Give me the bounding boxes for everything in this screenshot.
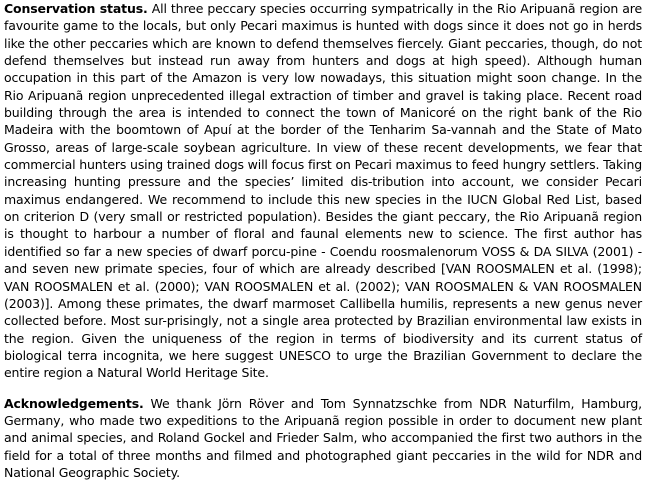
conservation-status-paragraph	[4, 0, 642, 382]
acknowledgements-heading: Acknowledgements.	[4, 395, 144, 411]
conservation-status-body: All three peccary species occurring sympatrically in the Rio Aripuanã region are favourite game to the locals, but only Pecari maximus is hunted with dogs since it does not go in herds like the other peccaries which are known to defend themselves fiercely. Giant peccaries, though, do not defend themselves but instead run away from hunters and dogs at high speed). Although human occupation in this part of the Amazon is very low nowadays, this situation might soon change. In the Rio Aripuanã region unprecedented illegal extraction of timber and gravel is taking place. Recent road building through the area is intended to connect the town of Manicoré on the right bank of the Rio Madeira with the boomtown of Apuí at the border of the Tenharim Sa-vannah and the State of Mato Grosso, areas of large-scale soybean agriculture. In view of these recent developments, we fear that commercial hunters using trained dogs will focus first on Pecari maximus to feed hungry settlers. Taking increasing hunting pressure and the species’ limited dis-tribution into account, we consider Pecari maximus endangered. We recommend to include this new species in the IUCN Global Red List, based on criterion D (very small or restricted population). Besides the giant peccary, the Rio Aripuanã region is thought to harbour a number of floral and faunal elements new to science. The first author has identified so far a new species of dwarf porcu-pine - Coendu roosmalenorum VOSS & DA SILVA (2001) - and seven new primate species, four of which are already described [VAN ROOSMALEN et al. (1998); VAN ROOSMALEN et al. (2000); VAN ROOSMALEN et al. (2002); VAN ROOSMALEN & VAN ROOSMALEN (2003)]. Among these primates, the dwarf marmoset Callibella humilis, represents a new genus never collected before. Most sur-prisingly, not a single area protected by Brazilian environmental law exists in the region. Given the uniqueness of the region in terms of biodiversity and its current status of biological terra incognita, we here suggest UNESCO to urge the Brazilian Government to declare the entire region a Natural World Heritage Site.	[4, 1, 642, 381]
acknowledgements-body: We thank Jörn Röver and Tom Synnatzschke from NDR Naturfilm, Hamburg, Germany, who made two expeditions to the Aripuanã region possible in order to document new plant and animal species, and Roland Gockel and Frieder Salm, who accompanied the first two authors in the field for a total of three months and filmed and photographed giant peccaries in the wild for NDR and National Geographic Society.	[4, 395, 642, 480]
acknowledgements-paragraph	[4, 395, 642, 481]
conservation-status-heading: Conservation status.	[4, 1, 148, 16]
